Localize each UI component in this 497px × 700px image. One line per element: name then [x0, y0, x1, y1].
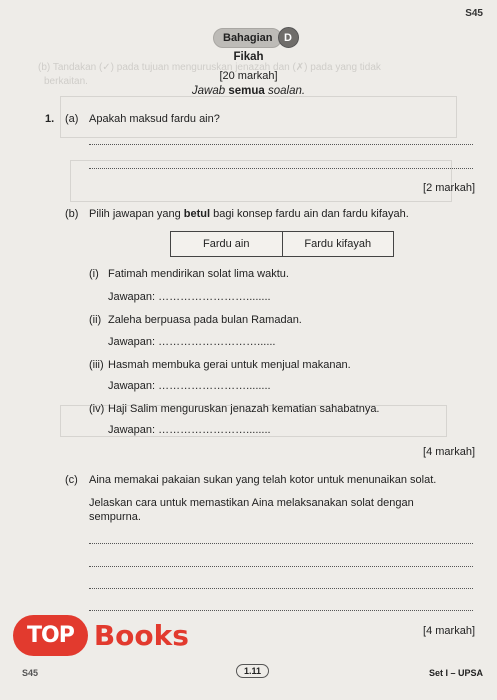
item-ii-answer[interactable]: Jawapan: ………………………...... — [108, 336, 276, 348]
answer-line-c1[interactable] — [89, 543, 473, 544]
instruction-rest: soalan. — [268, 85, 306, 97]
item-i-text: Fatimah mendirikan solat lima waktu. — [108, 268, 289, 280]
footer-left-code: S45 — [22, 668, 39, 678]
subject-title: Fikah — [233, 51, 264, 63]
section-letter: D — [278, 27, 299, 48]
logo-books: Books — [93, 619, 189, 652]
answer-line-a1[interactable] — [89, 144, 473, 145]
part-a-marks: [2 markah] — [423, 182, 475, 194]
item-iv-label: (iv) — [89, 403, 105, 415]
part-a-question: Apakah maksud fardu ain? — [89, 113, 220, 125]
page-number: 1.11 — [236, 664, 269, 678]
answer-line-c3[interactable] — [89, 588, 473, 589]
part-b-question — [89, 208, 409, 220]
option-fardu-kifayah: Fardu kifayah — [304, 238, 372, 250]
part-b-text-post: bagi konsep fardu ain dan fardu kifayah. — [213, 208, 409, 220]
question-number: 1. — [45, 113, 55, 125]
part-c-text-2: Jelaskan cara untuk memastikan Aina melaksanakan solat dengan — [89, 497, 414, 509]
item-iv-answer[interactable]: Jawapan: ……………………........ — [108, 424, 271, 436]
footer-set-label: Set I – UPSA — [428, 668, 483, 678]
topbooks-logo — [13, 615, 189, 656]
logo-top: TOP — [13, 615, 88, 656]
answer-line-c2[interactable] — [89, 566, 473, 567]
part-c-label: (c) — [65, 474, 78, 486]
part-c-marks: [4 markah] — [423, 625, 475, 637]
section-badge — [213, 27, 299, 48]
part-c-text-3: sempurna. — [89, 511, 141, 523]
item-i-answer[interactable]: Jawapan: ……………………........ — [108, 291, 271, 303]
choice-box — [170, 231, 394, 257]
option-fardu-ain: Fardu ain — [171, 232, 283, 256]
part-b-text-bold: betul — [183, 208, 211, 220]
part-a-label: (a) — [65, 113, 79, 125]
answer-line-c4[interactable] — [89, 610, 473, 611]
page-code: S45 — [465, 8, 483, 19]
item-iv-text: Haji Salim menguruskan jenazah kematian sahabatnya. — [108, 403, 380, 415]
instruction-italic: Jawab — [191, 85, 226, 97]
instruction — [0, 85, 497, 97]
instruction-bold: semua — [228, 85, 265, 97]
item-ii-label: (ii) — [89, 314, 102, 326]
answer-line-a2[interactable] — [89, 168, 473, 169]
item-iii-text: Hasmah membuka gerai untuk menjual makanan. — [108, 359, 351, 371]
total-marks: [20 markah] — [219, 70, 278, 82]
part-c-text-1: Aina memakai pakaian sukan yang telah kotor untuk menunaikan solat. — [89, 474, 437, 486]
part-b-label: (b) — [65, 208, 79, 220]
item-i-label: (i) — [89, 268, 99, 280]
part-b-marks: [4 markah] — [423, 446, 475, 458]
part-b-text-pre: Pilih jawapan yang — [89, 208, 181, 220]
item-iii-label: (iii) — [89, 359, 104, 371]
item-ii-text: Zaleha berpuasa pada bulan Ramadan. — [108, 314, 302, 326]
item-iii-answer[interactable]: Jawapan: ……………………........ — [108, 380, 271, 392]
section-label: Bahagian — [213, 28, 282, 48]
